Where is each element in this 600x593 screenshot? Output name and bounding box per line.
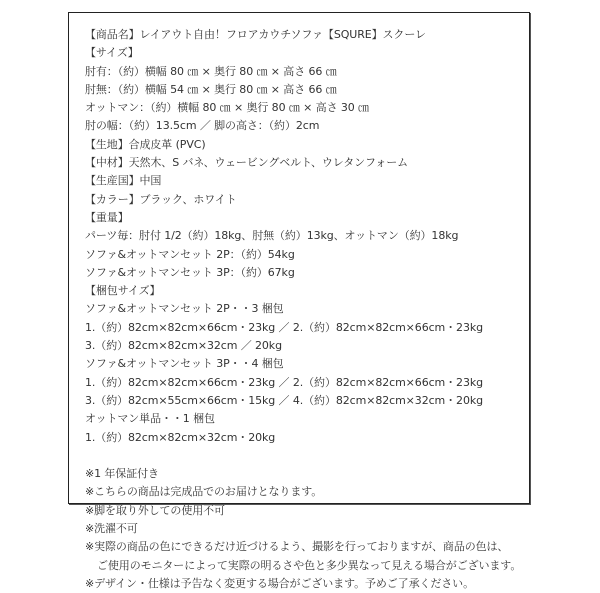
spec-lines [85,26,522,593]
package-2p-line-1: 1.（約）82cm×82cm×66cm・23kg ／ 2.（約）82cm×82cm×66cm・23kg [85,320,484,334]
note-warranty: ※1 年保証付き [85,467,159,481]
origin-line: 【生産国】中国 [85,174,162,188]
package-ottoman-title: オットマン単品・・1 梱包 [85,412,215,426]
size-ottoman: オットマン：（約）横幅 80 ㎝ × 奥行 80 ㎝ × 高さ 30 ㎝ [85,101,369,115]
note-design: ※デザイン・仕様は予告なく変更する場合がございます。予めご了承ください。 [85,576,474,590]
package-ottoman-line-1: 1.（約）82cm×82cm×32cm・20kg [85,430,276,444]
note-assembled: ※こちらの商品は完成品でのお届けとなります。 [85,485,323,499]
package-3p-line-2: 3.（約）82cm×55cm×66cm・15kg ／ 4.（約）82cm×82cm×32cm・20kg [85,393,484,407]
color-line: 【カラー】ブラック、ホワイト [85,192,237,206]
package-3p-title: ソファ&オットマンセット 3P・・4 梱包 [85,357,284,371]
package-3p-line-1: 1.（約）82cm×82cm×66cm・23kg ／ 2.（約）82cm×82cm×66cm・23kg [85,375,484,389]
fabric-line: 【生地】合成皮革 (PVC) [85,137,206,151]
arm-leg-size: 肘の幅：（約）13.5cm ／ 脚の高さ：（約）2cm [85,119,320,133]
filling-line: 【中材】天然木、S バネ、ウェービングベルト、ウレタンフォーム [85,156,409,170]
package-heading: 【梱包サイズ】 [85,284,161,298]
spacer [85,447,519,465]
note-color-2: ご使用のモニターによって実際の明るさや色と多少異なって見える場合がございます。 [97,558,522,572]
note-legs: ※脚を取り外しての使用不可 [85,503,225,517]
weight-set-2p: ソファ&オットマンセット 2P：（約）54kg [85,247,295,261]
package-2p-line-2: 3.（約）82cm×82cm×32cm ／ 20kg [85,339,282,353]
size-with-arm: 肘有：（約）横幅 80 ㎝ × 奥行 80 ㎝ × 高さ 66 ㎝ [85,64,337,78]
package-2p-title: ソファ&オットマンセット 2P・・3 梱包 [85,302,284,316]
product-spec-box [68,12,530,590]
weight-heading: 【重量】 [85,210,129,224]
note-color-1: ※実際の商品の色にできるだけ近づけるよう、撮影を行っておりますが、商品の色は、 [85,540,509,554]
weight-set-3p: ソファ&オットマンセット 3P：（約）67kg [85,265,295,279]
size-without-arm: 肘無：（約）横幅 54 ㎝ × 奥行 80 ㎝ × 高さ 66 ㎝ [85,82,337,96]
size-heading: 【サイズ】 [85,46,139,60]
weight-parts: パーツ毎：肘付 1/2（約）18kg、肘無（約）13kg、オットマン（約）18kg [85,229,459,243]
note-washing: ※洗濯不可 [85,522,138,536]
product-name-line: 【商品名】レイアウト自由！フロアカウチソファ【SQURE】スクーレ [85,28,426,41]
